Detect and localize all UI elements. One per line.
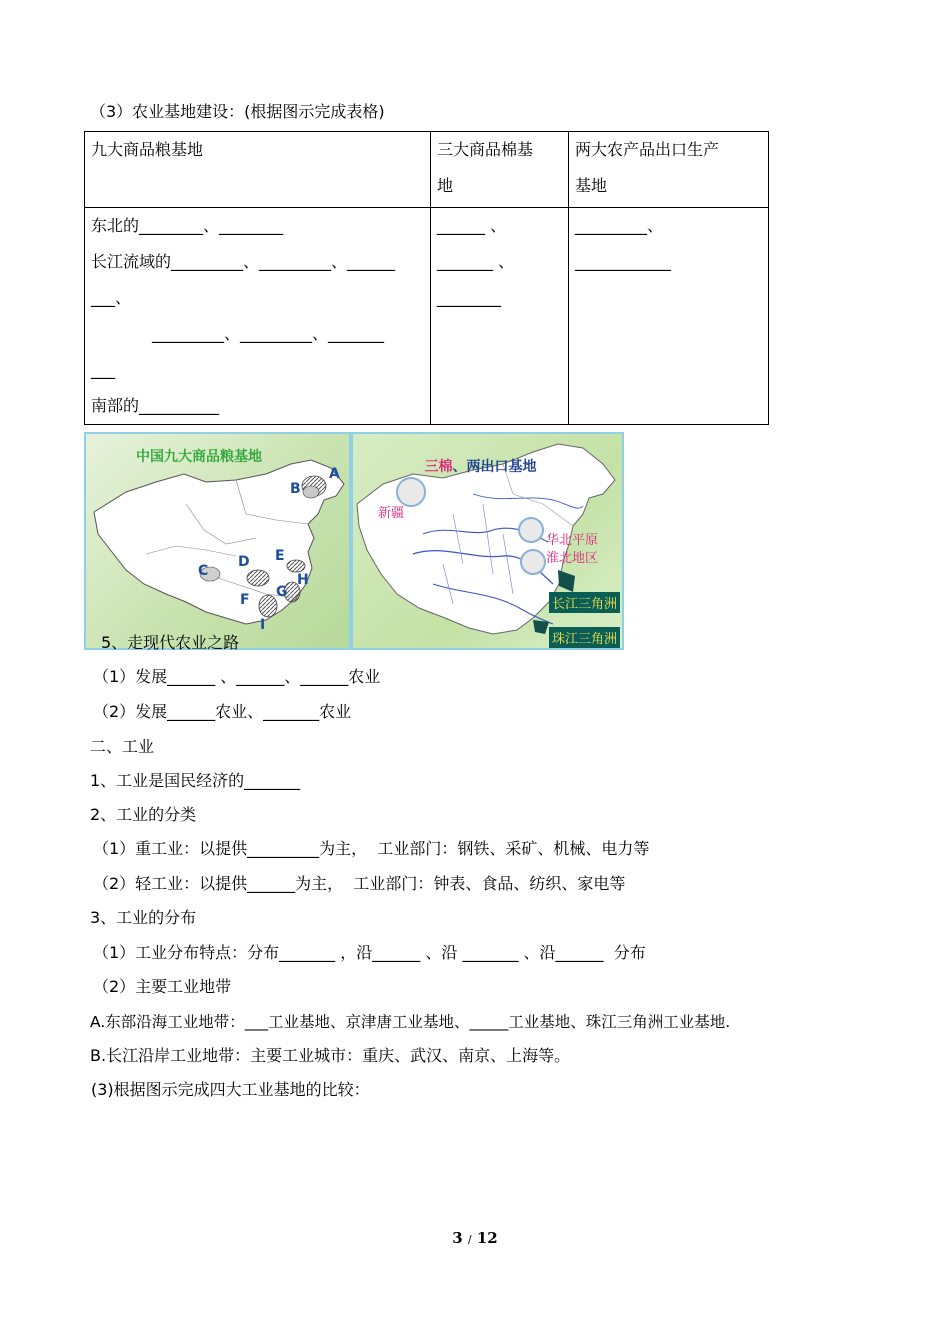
header-line: 三大商品棉基 (437, 140, 534, 159)
compare-heading: (3)根据图示完成四大工业基地的比较： (91, 1080, 370, 1099)
title-two-export: 、两出口基地 (452, 459, 537, 475)
cotton-bases-blanks (431, 208, 569, 425)
letter-i: I (260, 617, 266, 633)
blank-line: _________、 (575, 216, 664, 235)
grain-bases-map (84, 432, 351, 650)
region-d (247, 570, 269, 586)
label-pearl-delta: 珠江三角洲 (549, 627, 620, 648)
letter-b: B (290, 481, 301, 497)
belt-a: A.东部沿海工业地带：___工业基地、京津唐工业基地、_____工业基地、珠江三角洲工业基地. (90, 1013, 731, 1031)
blank-line: ________ (437, 288, 501, 307)
region-f (259, 595, 277, 617)
modern-agri-item-1: （1）发展______ 、______、______农业 (93, 667, 381, 686)
label-yangtze-delta: 长江三角洲 (549, 592, 620, 613)
header-cotton-bases (431, 132, 569, 208)
header-line: 基地 (575, 176, 608, 195)
blank-line: _______ 、 (437, 252, 515, 271)
header-line: 地 (437, 176, 454, 195)
industry-heading: 二、工业 (90, 737, 155, 756)
blank-line: 长江流域的_________、_________、______ (91, 252, 396, 271)
blank-line: ___ (91, 360, 115, 379)
letter-g: G (276, 584, 288, 600)
cotton-map-title (405, 440, 537, 492)
page-number (0, 1229, 950, 1247)
letter-f: F (240, 592, 250, 608)
cotton-icon-huaibei (521, 550, 545, 574)
letter-d: D (238, 554, 250, 570)
letter-h: H (297, 572, 309, 588)
export-bases-blanks (569, 208, 769, 425)
blank-line: ____________ (575, 252, 671, 271)
industry-item-2: 2、工业的分类 (90, 805, 197, 824)
main-belts: （2）主要工业地带 (93, 977, 232, 996)
region-b (303, 486, 319, 498)
section-3-heading: （3）农业基地建设：(根据图示完成表格) (90, 102, 385, 121)
letter-e: E (275, 548, 285, 564)
letter-a: A (329, 466, 340, 482)
modern-agri-heading: 5、走现代农业之路 (101, 633, 240, 652)
page-current: 3 (452, 1229, 463, 1247)
cotton-export-map (351, 432, 624, 650)
page-separator: / (467, 1233, 472, 1246)
cotton-icon-huabei (519, 518, 543, 542)
page-total: 12 (476, 1229, 498, 1247)
china-outline-left (86, 434, 349, 648)
blank-line: ___、 (91, 288, 132, 307)
grain-bases-blanks (85, 208, 431, 425)
header-line: 九大商品粮基地 (91, 140, 204, 159)
header-line: 两大农产品出口生产 (575, 140, 720, 159)
industry-item-3: 3、工业的分布 (90, 908, 197, 927)
yangtze-delta-marker (558, 570, 575, 592)
label-xinjiang: 新疆 (378, 506, 405, 521)
letter-c: C (198, 563, 209, 579)
blank-line: 东北的________、________ (91, 216, 284, 235)
pearl-delta-marker (533, 620, 549, 634)
industry-item-1: 1、工业是国民经济的_______ (90, 771, 301, 790)
blank-line: ______ 、 (437, 216, 507, 235)
blank-line: _________、_________、_______ (91, 324, 385, 343)
title-three-cotton: 三棉 (424, 459, 453, 475)
grain-map-title: 中国九大商品粮基地 (136, 449, 262, 465)
modern-agri-item-2: （2）发展______农业、_______农业 (93, 702, 352, 721)
header-export-bases (569, 132, 769, 208)
region-e (287, 560, 305, 572)
header-grain-bases (85, 132, 431, 208)
blank-line: 南部的__________ (91, 396, 220, 415)
belt-b: B.长江沿岸工业地带：主要工业城市：重庆、武汉、南京、上海等。 (90, 1046, 571, 1065)
light-industry: （2）轻工业：以提供______为主， 工业部门：钟表、食品、纺织、家电等 (93, 874, 626, 893)
label-huabei-plain: 华北平原 (546, 533, 599, 548)
heavy-industry: （1）重工业：以提供_________为主， 工业部门：钢铁、采矿、机械、电力等 (93, 839, 650, 858)
label-huaibei-region: 淮北地区 (546, 551, 599, 566)
distribution-features: （1）工业分布特点：分布_______ ，沿______ 、沿 _______ 、沿______ 分布 (93, 943, 646, 962)
agri-base-table (84, 131, 769, 425)
